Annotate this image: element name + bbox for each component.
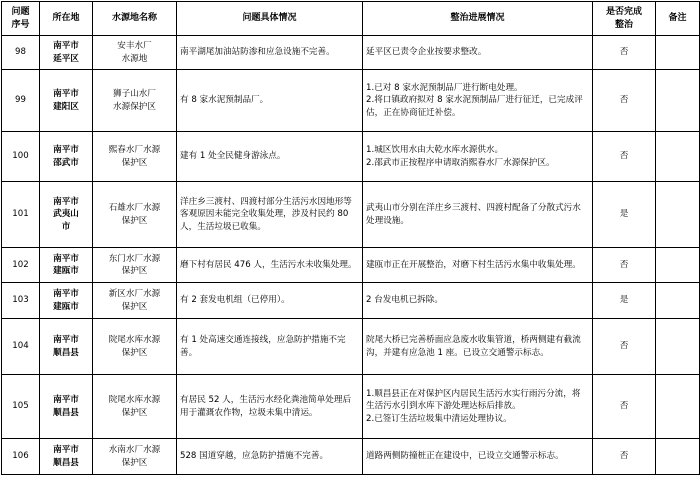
cell-location: 南平市 建瓯市 [40,283,93,319]
cell-location: 南平市 邵武市 [40,132,93,182]
table-row [2,132,700,182]
cell-issue: 有 2 套发电机组（已停用）。 [177,283,363,319]
cell-issue: 洋庄乡三渡村、四渡村部分生活污水因地形等客观原因未能完全收集处理，涉及村民约 80 人，生活垃圾已收集。 [177,182,363,248]
cell-done: 否 [593,132,656,182]
cell-issue: 磨下村有居民 476 人，生活污水未收集处理。 [177,248,363,283]
cell-note [656,439,700,475]
cell-done: 否 [593,375,656,439]
cell-note [656,319,700,375]
cell-no: 103 [2,283,40,319]
header-row [2,2,700,36]
cell-location: 南平市 顺昌县 [40,375,93,439]
cell-note [656,375,700,439]
cell-progress: 1.城区饮用水由大乾水库水源供水。 2.邵武市正按程序申请取消熙春水厂水源保护区。 [363,132,593,182]
cell-source: 院尾水库水源 保护区 [93,319,177,375]
header-no: 问题 序号 [2,2,40,36]
cell-source: 狮子山水厂 水源保护区 [93,70,177,132]
cell-issue: 有居民 52 人，生活污水经化粪池简单处理后用于灌溉农作物，垃圾未集中清运。 [177,375,363,439]
cell-source: 石雄水厂水源 保护区 [93,182,177,248]
table-row [2,375,700,439]
cell-issue: 建有 1 处全民健身游泳点。 [177,132,363,182]
cell-no: 104 [2,319,40,375]
cell-progress: 道路两侧防撞桩正在建设中，已设立交通警示标志。 [363,439,593,475]
cell-no: 98 [2,36,40,70]
cell-source: 水南水厂水源 保护区 [93,439,177,475]
cell-no: 101 [2,182,40,248]
header-source: 水源地名称 [93,2,177,36]
cell-progress: 1.顺昌县正在对保护区内居民生活污水实行雨污分流，将生活污水引到水库下游处理达标后排放。 2.已签订生活垃圾集中清运处理协议。 [363,375,593,439]
table-row [2,182,700,248]
cell-note [656,132,700,182]
cell-location: 南平市 武夷山 市 [40,182,93,248]
table-row [2,70,700,132]
header-issue: 问题具体情况 [177,2,363,36]
cell-done: 否 [593,36,656,70]
cell-source: 安丰水厂 水源地 [93,36,177,70]
cell-location: 南平市 顺昌县 [40,439,93,475]
cell-location: 南平市 建瓯市 [40,248,93,283]
table-row [2,283,700,319]
cell-source: 熙春水厂水源 保护区 [93,132,177,182]
rectification-table [1,1,700,475]
table-row [2,248,700,283]
cell-source: 院尾水库水源 保护区 [93,375,177,439]
cell-done: 是 [593,182,656,248]
cell-progress: 1.已对 8 家水泥预制品厂进行断电处理。 2.将口镇政府拟对 8 家水泥预制品厂进行征迁，已完成评估，正在协商征迁补偿。 [363,70,593,132]
cell-done: 否 [593,70,656,132]
cell-note [656,248,700,283]
cell-no: 105 [2,375,40,439]
cell-note [656,182,700,248]
cell-done: 是 [593,283,656,319]
cell-source: 新区水厂水源 保护区 [93,283,177,319]
cell-progress: 武夷山市分别在洋庄乡三渡村、四渡村配备了分散式污水处理设施。 [363,182,593,248]
table-row [2,319,700,375]
cell-issue: 有 8 家水泥预制品厂。 [177,70,363,132]
header-progress: 整治进展情况 [363,2,593,36]
cell-no: 102 [2,248,40,283]
cell-location: 南平市 顺昌县 [40,319,93,375]
cell-issue: 528 国道穿越，应急防护措施不完善。 [177,439,363,475]
cell-progress: 延平区已责令企业按要求整改。 [363,36,593,70]
cell-done: 否 [593,319,656,375]
cell-source: 东门水厂水源 保护区 [93,248,177,283]
cell-issue: 南平湖尾加油站防渗和应急设施不完善。 [177,36,363,70]
cell-note [656,283,700,319]
cell-note [656,36,700,70]
cell-no: 106 [2,439,40,475]
cell-no: 99 [2,70,40,132]
cell-issue: 有 1 处高速交通连接线，应急防护措施不完善。 [177,319,363,375]
cell-progress: 院尾大桥已完善桥面应急废水收集管道，桥两侧建有截流沟，并建有应急池 1 座。已设立交通警示标志。 [363,319,593,375]
cell-done: 否 [593,439,656,475]
cell-progress: 建瓯市正在开展整治，对磨下村生活污水集中收集处理。 [363,248,593,283]
cell-location: 南平市 延平区 [40,36,93,70]
cell-location: 南平市 建阳区 [40,70,93,132]
header-note: 备注 [656,2,700,36]
table-row [2,439,700,475]
cell-progress: 2 台发电机已拆除。 [363,283,593,319]
header-location: 所在地 [40,2,93,36]
header-done: 是否完成 整治 [593,2,656,36]
cell-done: 否 [593,248,656,283]
cell-note [656,70,700,132]
table-row [2,36,700,70]
cell-no: 100 [2,132,40,182]
